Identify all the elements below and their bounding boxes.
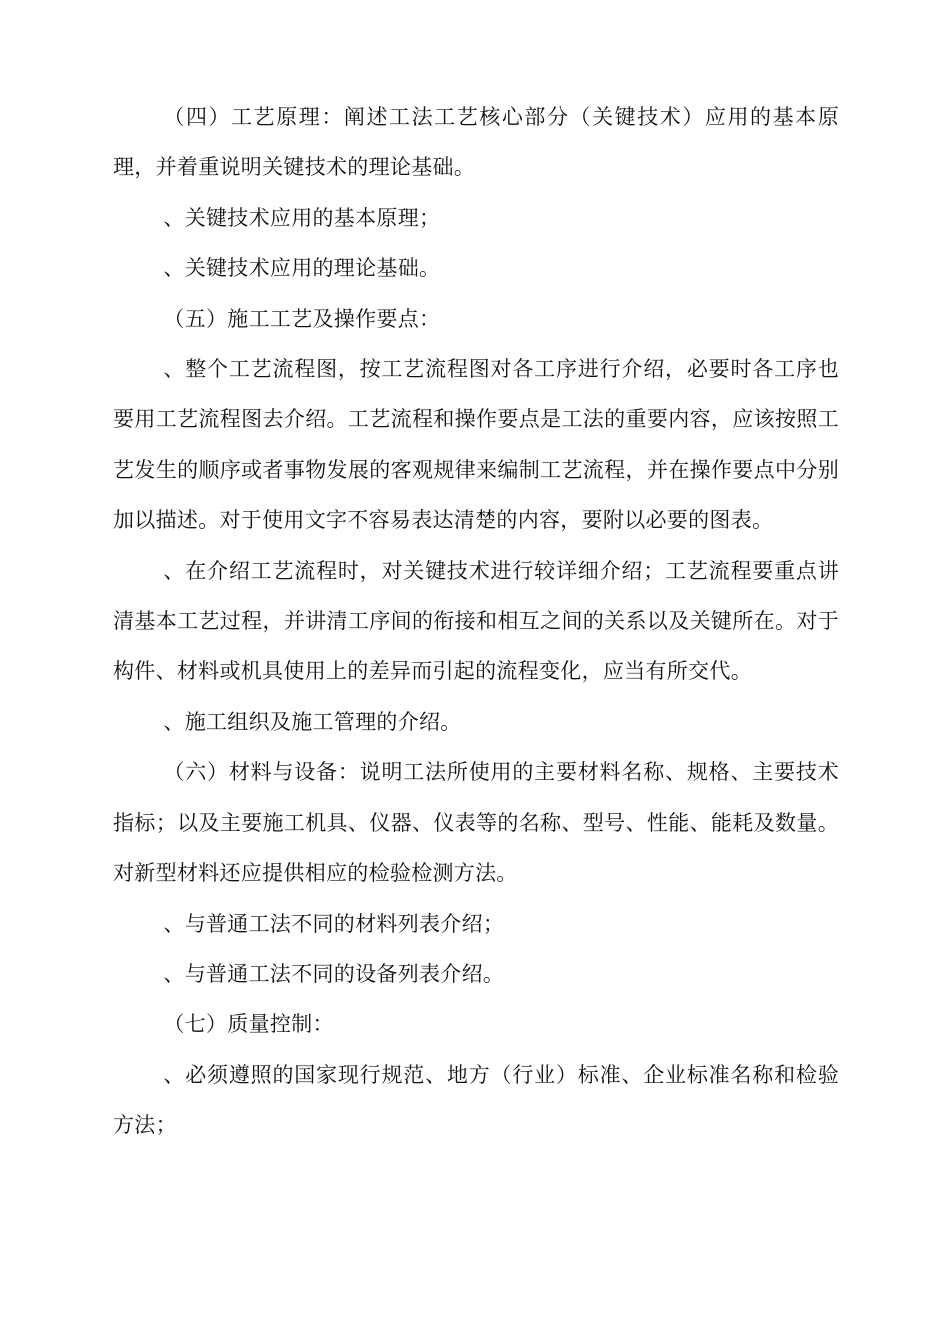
paragraph-quality-control-heading: （七）质量控制：	[163, 1012, 334, 1037]
paragraph-process-principle: （四）工艺原理：阐述工法工艺核心部分（关键技术）应用的基本原理，并着重说明关键技术的理论基础。	[113, 105, 839, 180]
paragraph-basic-principle-item: 、关键技术应用的基本原理；	[163, 205, 441, 230]
paragraph-standards-item: 、必须遵照的国家现行规范、地方（行业）标准、企业标准名称和检验方法；	[113, 1062, 839, 1138]
paragraph-materials-list-item: 、与普通工法不同的材料列表介绍；	[163, 911, 505, 936]
paragraph-construction-management-item: 、施工组织及施工管理的介绍。	[163, 709, 462, 734]
paragraph-flow-introduction-item: 、在介绍工艺流程时，对关键技术进行较详细介绍；工艺流程要重点讲清基本工艺过程，并讲清工序间的衔接和相互之间的关系以及关键所在。对于构件、材料或机具使用上的差异而引起的流程变化，应当有所交代。	[113, 558, 839, 684]
paragraph-construction-process-heading: （五）施工工艺及操作要点：	[163, 306, 441, 331]
paragraph-materials-equipment: （六）材料与设备：说明工法所使用的主要材料名称、规格、主要技术指标；以及主要施工机具、仪器、仪表等的名称、型号、性能、能耗及数量。对新型材料还应提供相应的检验检测方法。	[113, 760, 839, 886]
paragraph-flow-chart-item: 、整个工艺流程图，按工艺流程图对各工序进行介绍，必要时各工序也要用工艺流程图去介绍。工艺流程和操作要点是工法的重要内容，应该按照工艺发生的顺序或者事物发展的客观规律来编制工艺流程，并在操作要点中分别加以描述。对于使用文字不容易表达清楚的内容，要附以必要的图表。	[113, 357, 839, 533]
document-body	[113, 92, 839, 1151]
paragraph-equipment-list-item: 、与普通工法不同的设备列表介绍。	[163, 961, 505, 986]
paragraph-theory-basis-item: 、关键技术应用的理论基础。	[163, 256, 441, 281]
